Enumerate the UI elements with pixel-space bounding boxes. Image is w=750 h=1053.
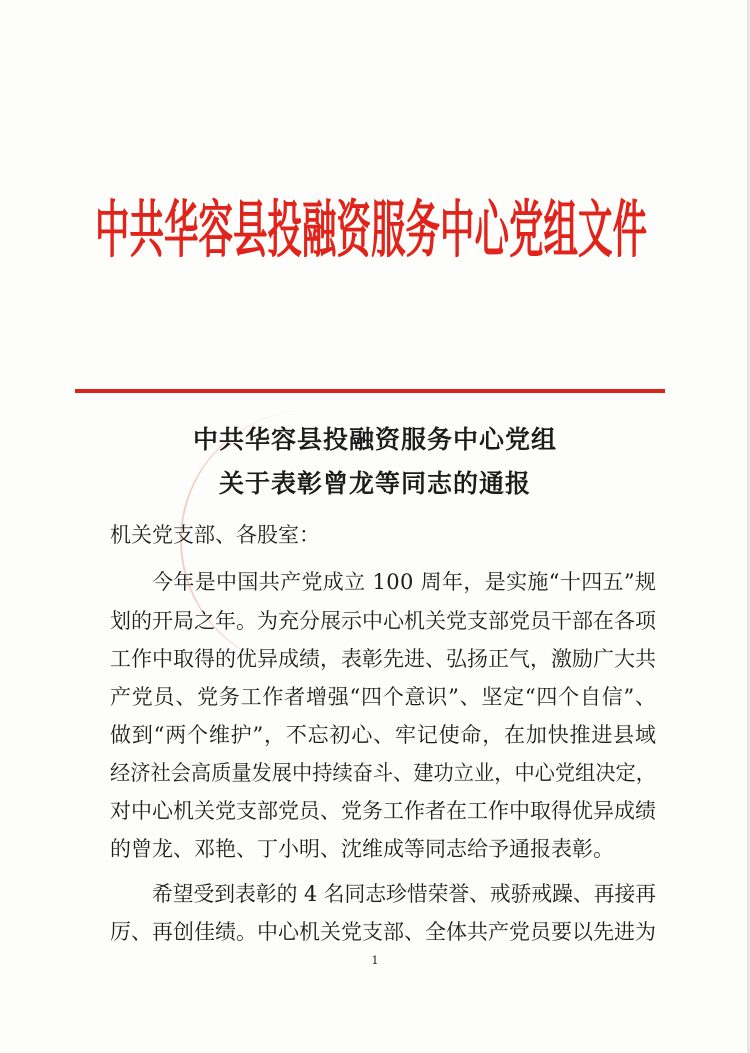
page-number: 1 [371,954,379,967]
body-line: 做到“两个维护”，不忘初心、牢记使命，在加快推进县域 [110,723,657,747]
body-line: 厉、再创佳绩。中心机关党支部、全体共产党员要以先进为 [110,920,656,944]
body-line: 经济社会高质量发展中持续奋斗、建功立业，中心党组决定， [110,761,656,785]
red-divider [75,389,665,393]
salutation: 机关党支部、各股室： [110,523,320,547]
body-line: 今年是中国共产党成立 100 周年，是实施“十四五”规 [152,570,657,594]
body-line: 工作中取得的优异成绩，表彰先进、弘扬正气，激励广大共 [110,647,656,671]
document-header: 中共华容县投融资服务中心党组文件 [95,193,647,267]
body-line: 划的开局之年。为充分展示中心机关党支部党员干部在各项 [110,609,656,633]
title-line-1: 中共华容县投融资服务中心党组 [192,425,557,454]
body-line: 产党员、党务工作者增强“四个意识”、坚定“四个自信”、 [110,685,657,709]
body-line: 对中心机关党支部党员、党务工作者在工作中取得优异成绩 [110,799,656,823]
body-line: 的曾龙、邓艳、丁小明、沈维成等同志给予通报表彰。 [110,837,614,861]
title-line-2: 关于表彰曾龙等同志的通报 [218,469,531,498]
body-line: 希望受到表彰的 4 名同志珍惜荣誉、戒骄戒躁、再接再 [152,882,656,906]
